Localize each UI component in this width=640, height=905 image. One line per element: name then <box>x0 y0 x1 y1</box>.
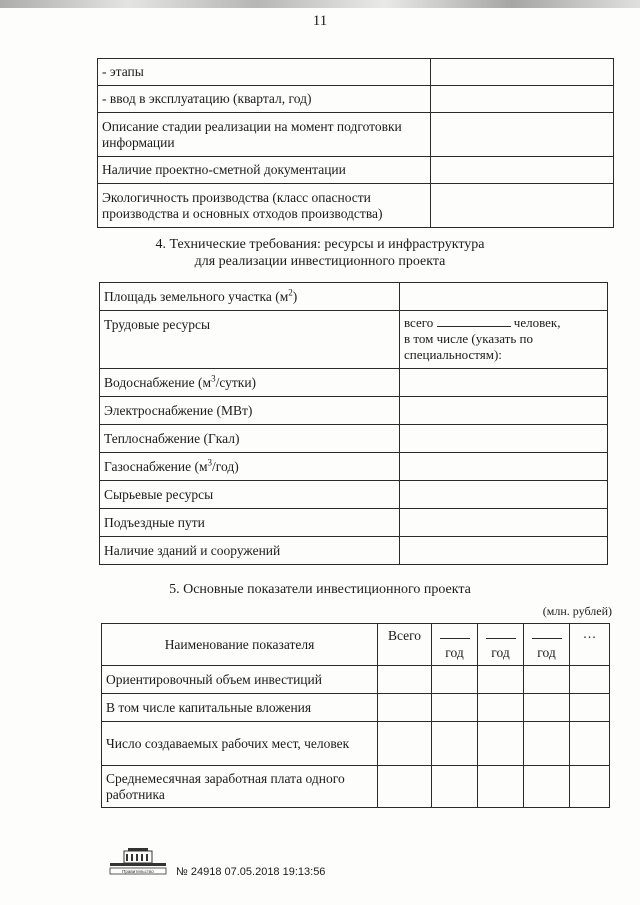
table-row <box>102 666 610 694</box>
row-label: Площадь земельного участка $(м^2)$ <box>100 283 400 311</box>
row-label: Среднемесячная заработная плата одного работника <box>102 766 378 808</box>
section-4-subheading: для реализации инвестиционного проекта <box>194 254 446 269</box>
value-cell[interactable] <box>431 184 614 228</box>
value-cell[interactable] <box>400 397 608 425</box>
header-total: Всего <box>378 624 432 666</box>
section-4-heading: 4. Технические требования: ресурсы и инфраструктура <box>155 237 485 252</box>
value-cell[interactable] <box>400 509 608 537</box>
project-stage-table <box>97 58 614 228</box>
value-cell[interactable] <box>431 86 614 113</box>
row-label: Электроснабжение (МВт) <box>100 397 400 425</box>
units-note: (млн. рублей) <box>542 604 612 618</box>
value-cell[interactable] <box>400 369 608 397</box>
row-label: Газоснабжение $(м^3/год)$ <box>100 453 400 481</box>
registration-number: № 24918 07.05.2018 19:13:56 <box>176 866 326 878</box>
table-row <box>100 283 608 311</box>
row-label: - ввод в эксплуатацию (квартал, год) <box>98 86 431 113</box>
header-year-1: год <box>432 624 478 666</box>
value-cell[interactable] <box>400 453 608 481</box>
table-row <box>102 722 610 766</box>
row-label: В том числе капитальные вложения <box>102 694 378 722</box>
row-label: Сырьевые ресурсы <box>100 481 400 509</box>
row-label: Описание стадии реализации на момент подготовки информации <box>98 113 431 157</box>
section-5-heading: 5. Основные показатели инвестиционного проекта <box>169 582 471 597</box>
indicators-table <box>101 623 610 808</box>
header-more: … <box>570 624 610 666</box>
table-header-row <box>102 624 610 666</box>
row-label: Теплоснабжение (Гкал) <box>100 425 400 453</box>
value-cell[interactable] <box>400 283 608 311</box>
table-row <box>98 113 614 157</box>
value-cell[interactable] <box>400 537 608 565</box>
value-cell[interactable] <box>400 481 608 509</box>
value-cell[interactable] <box>431 59 614 86</box>
row-label: Экологичность производства (класс опасности производства и основных отходов производства) <box>98 184 431 228</box>
table-row <box>100 369 608 397</box>
table-row <box>98 59 614 86</box>
table-row <box>100 537 608 565</box>
table-row <box>100 509 608 537</box>
table-row <box>100 453 608 481</box>
table-row <box>98 157 614 184</box>
row-label: Наличие зданий и сооружений <box>100 537 400 565</box>
table-row <box>100 311 608 369</box>
value-cell[interactable] <box>431 113 614 157</box>
row-label: Подъездные пути <box>100 509 400 537</box>
table-row <box>100 425 608 453</box>
header-year-2: год <box>478 624 524 666</box>
table-row <box>100 481 608 509</box>
resources-table <box>99 282 608 565</box>
header-year-3: год <box>524 624 570 666</box>
row-label: Трудовые ресурсы <box>100 311 400 369</box>
row-label: - этапы <box>98 59 431 86</box>
header-indicator-name: Наименование показателя <box>102 624 378 666</box>
value-cell[interactable] <box>400 425 608 453</box>
government-stamp-icon <box>108 846 168 880</box>
row-label: Ориентировочный объем инвестиций <box>102 666 378 694</box>
row-label: Водоснабжение $(м^3/сутки)$ <box>100 369 400 397</box>
labor-value-cell[interactable]: всего человек, в том числе (указать по специальностям): <box>400 311 608 369</box>
row-label: Наличие проектно-сметной документации <box>98 157 431 184</box>
stamp-text: Правительство <box>122 869 154 874</box>
row-label: Число создаваемых рабочих мест, человек <box>102 722 378 766</box>
table-row <box>100 397 608 425</box>
table-row <box>102 766 610 808</box>
table-row <box>98 86 614 113</box>
value-cell[interactable] <box>431 157 614 184</box>
table-row <box>98 184 614 228</box>
page-number: 11 <box>312 13 328 29</box>
scan-edge <box>0 0 640 8</box>
table-row <box>102 694 610 722</box>
